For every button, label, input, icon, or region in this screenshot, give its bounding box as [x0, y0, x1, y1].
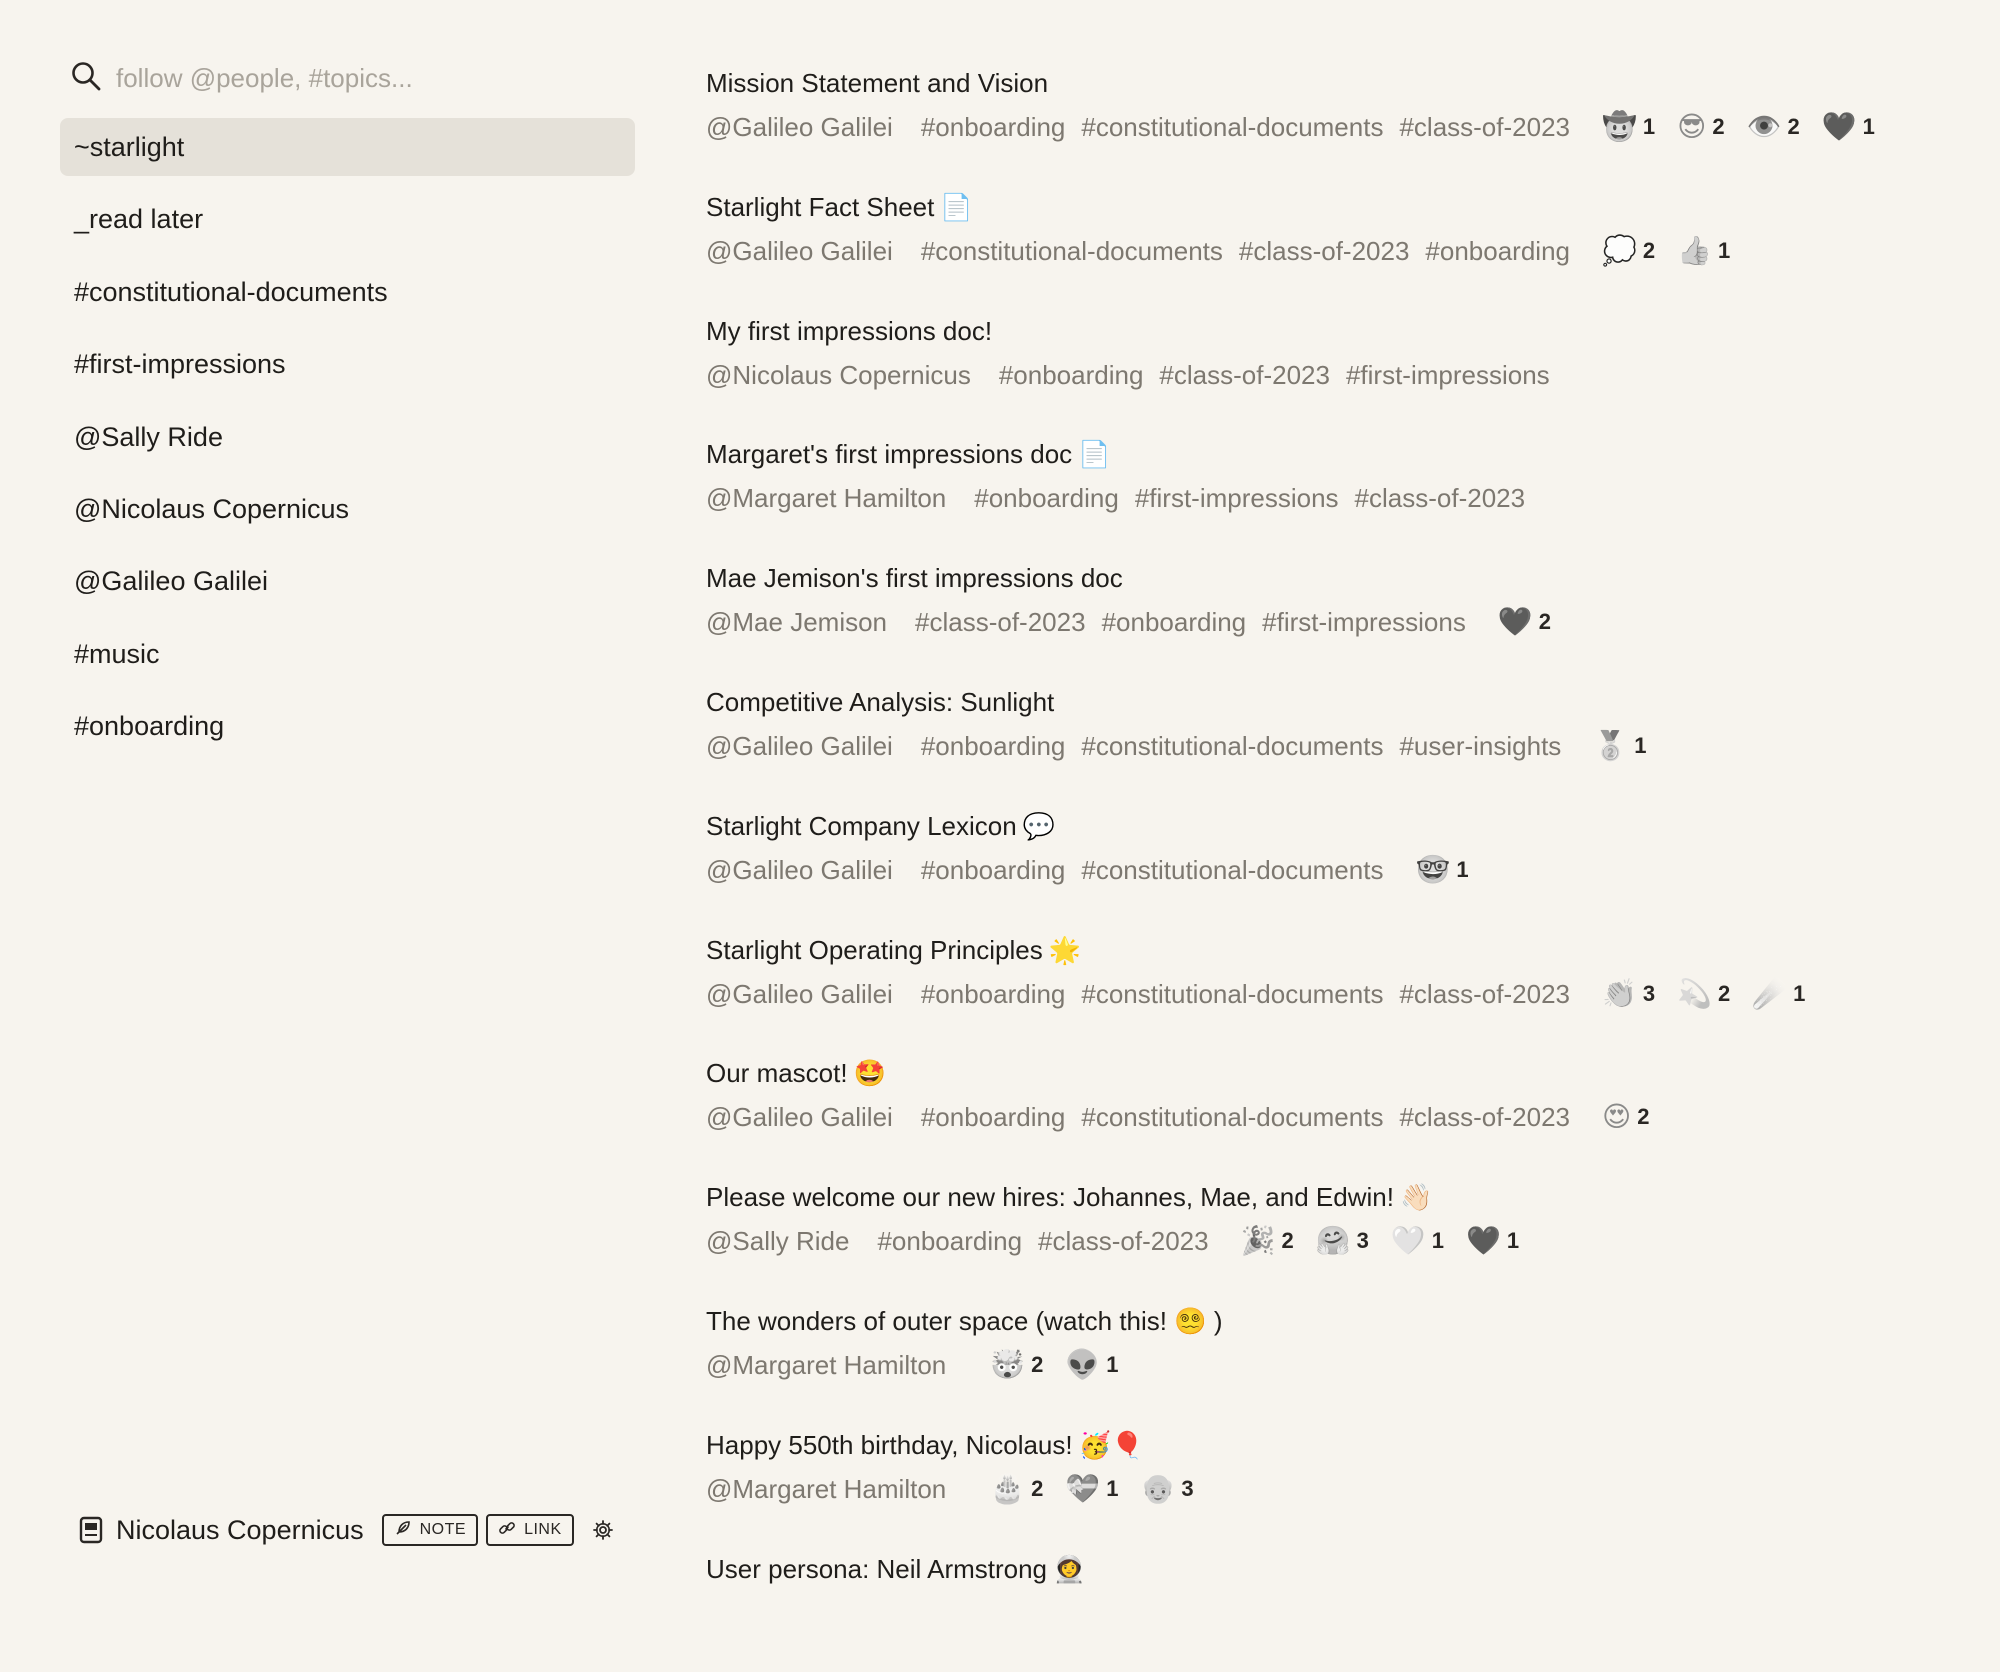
- post-title-emoji: 🥳🎈: [1078, 1429, 1144, 1460]
- tag-link-class-of-2023[interactable]: #class-of-2023: [1399, 978, 1570, 1009]
- current-user-name[interactable]: Nicolaus Copernicus: [116, 1514, 364, 1545]
- post-meta: [706, 850, 1976, 890]
- reaction-count: 2: [1031, 1475, 1044, 1501]
- sidebar-nav: [60, 118, 635, 755]
- tag-link-class-of-2023[interactable]: #class-of-2023: [1354, 483, 1526, 514]
- reaction-button[interactable]: [1602, 974, 1655, 1014]
- reaction-count: 2: [1538, 609, 1551, 635]
- tag-link-onboarding[interactable]: #onboarding: [920, 730, 1066, 761]
- tag-link-onboarding[interactable]: #onboarding: [877, 1226, 1023, 1257]
- tag-link-onboarding[interactable]: #onboarding: [1425, 235, 1570, 266]
- reaction-emoji-icon: 🥈: [1593, 729, 1629, 761]
- post-author-link[interactable]: @Galileo Galilei: [706, 1102, 893, 1133]
- post-title[interactable]: [706, 682, 1976, 722]
- post-item[interactable]: [706, 1177, 1976, 1301]
- new-link-button[interactable]: [486, 1514, 574, 1546]
- post-title-text: My first impressions doc!: [706, 315, 993, 346]
- tag-link-constitutional-documents[interactable]: #constitutional-documents: [1081, 730, 1384, 761]
- tag-link-class-of-2023[interactable]: #class-of-2023: [915, 607, 1086, 638]
- tag-link-onboarding[interactable]: #onboarding: [920, 978, 1066, 1009]
- post-title-emoji: 🌟: [1048, 934, 1082, 965]
- post-meta: [706, 602, 1976, 642]
- reaction-button[interactable]: [990, 1345, 1043, 1385]
- reaction-count: 2: [1031, 1351, 1044, 1377]
- reaction-button[interactable]: [1415, 850, 1468, 890]
- sidebar: [60, 52, 635, 770]
- post-title[interactable]: [706, 1301, 1976, 1341]
- tag-link-class-of-2023[interactable]: #class-of-2023: [1038, 1226, 1209, 1257]
- reaction-button[interactable]: [1391, 1221, 1444, 1261]
- tag-link-first-impressions[interactable]: #first-impressions: [1345, 359, 1550, 390]
- reaction-count: 2: [1718, 980, 1731, 1006]
- reaction-button[interactable]: [1602, 1097, 1649, 1137]
- post-title-emoji: 🤩: [853, 1058, 886, 1089]
- sidebar-item-starlight[interactable]: ~starlight: [60, 118, 635, 176]
- tag-link-constitutional-documents[interactable]: #constitutional-documents: [920, 235, 1223, 266]
- notebook-icon: [78, 1516, 104, 1544]
- reaction-list: [1593, 726, 1668, 766]
- post-meta: [706, 231, 1976, 271]
- reaction-emoji-icon: 🎂: [990, 1472, 1026, 1504]
- post-title[interactable]: [706, 558, 1976, 598]
- sidebar-footer: [78, 1512, 614, 1548]
- post-title-text: Competitive Analysis: Sunlight: [706, 686, 1055, 717]
- new-note-button[interactable]: [382, 1514, 478, 1546]
- post-title-emoji: 💬: [1022, 810, 1056, 841]
- post-item[interactable]: [706, 806, 1976, 930]
- reaction-button[interactable]: [1141, 1469, 1194, 1509]
- post-title-text: Margaret's first impressions doc: [706, 439, 1073, 470]
- reaction-count: 1: [1642, 114, 1656, 139]
- reaction-count: 3: [1181, 1475, 1194, 1501]
- post-author-link[interactable]: @Mae Jemison: [706, 607, 888, 638]
- post-author-link[interactable]: @Margaret Hamilton: [706, 1473, 947, 1504]
- reaction-count: 2: [1281, 1228, 1294, 1254]
- post-title[interactable]: [706, 434, 1976, 474]
- reaction-button[interactable]: [990, 1469, 1043, 1509]
- reaction-list: [1602, 1097, 1671, 1137]
- post-title[interactable]: [706, 311, 1976, 351]
- reaction-count: 1: [1106, 1351, 1119, 1377]
- post-title-text: Happy 550th birthday, Nicolaus!: [706, 1429, 1073, 1460]
- post-item[interactable]: [706, 1549, 1976, 1672]
- reaction-count: 1: [1718, 237, 1731, 263]
- search-bar: [60, 52, 635, 104]
- reaction-emoji-icon: 😍: [1602, 1101, 1632, 1133]
- post-item[interactable]: [706, 558, 1976, 682]
- post-meta: [706, 478, 1976, 518]
- sidebar-item-music[interactable]: #music: [74, 638, 160, 669]
- reaction-emoji-icon: 💭: [1602, 234, 1637, 266]
- note-label: NOTE: [419, 1521, 467, 1538]
- tag-link-first-impressions[interactable]: #first-impressions: [1134, 483, 1339, 514]
- reaction-button[interactable]: [1065, 1345, 1118, 1385]
- reaction-emoji-icon: 👽: [1065, 1348, 1101, 1380]
- reaction-list: [1602, 974, 1827, 1014]
- reaction-count: 2: [1787, 114, 1800, 139]
- post-item[interactable]: [706, 1053, 1976, 1177]
- post-item[interactable]: [706, 187, 1976, 311]
- sidebar-item-constitutional-documents[interactable]: #constitutional-documents: [74, 276, 388, 307]
- post-title-text: Mission Statement and Vision: [706, 68, 1049, 98]
- post-title[interactable]: [706, 1549, 1976, 1589]
- reaction-emoji-icon: 😎: [1677, 111, 1707, 142]
- post-author-link[interactable]: @Margaret Hamilton: [706, 1349, 947, 1380]
- reaction-button[interactable]: [1747, 107, 1800, 147]
- post-author-link[interactable]: @Margaret Hamilton: [706, 483, 947, 514]
- reaction-button[interactable]: [1602, 107, 1655, 147]
- tag-link-constitutional-documents[interactable]: #constitutional-documents: [1081, 1102, 1384, 1133]
- search-input[interactable]: [116, 63, 596, 94]
- tag-link-class-of-2023[interactable]: #class-of-2023: [1399, 112, 1570, 142]
- post-item[interactable]: [706, 311, 1976, 435]
- post-meta: [706, 974, 1976, 1014]
- post-title[interactable]: [706, 1177, 1976, 1217]
- reaction-emoji-icon: 👏: [1602, 977, 1637, 1009]
- post-title[interactable]: [706, 1425, 1976, 1465]
- feather-icon: [394, 1519, 412, 1542]
- post-meta: [706, 355, 1976, 395]
- post-author-link[interactable]: @Galileo Galilei: [706, 235, 893, 266]
- reaction-count: 1: [1793, 980, 1806, 1006]
- reaction-emoji-icon: 👍: [1677, 234, 1712, 266]
- reaction-count: 3: [1642, 980, 1656, 1006]
- reaction-list: [990, 1469, 1215, 1509]
- reaction-emoji-icon: 🖤: [1497, 606, 1533, 638]
- sidebar-item-first-impressions[interactable]: #first-impressions: [74, 349, 286, 380]
- search-icon: [70, 60, 102, 97]
- reaction-emoji-icon: ☄️: [1752, 977, 1788, 1009]
- post-title-text: The wonders of outer space (watch this! 😵‍💫 ): [706, 1305, 1223, 1336]
- reaction-count: 2: [1642, 237, 1656, 263]
- tag-link-onboarding[interactable]: #onboarding: [920, 112, 1066, 142]
- tag-link-class-of-2023[interactable]: #class-of-2023: [1159, 359, 1330, 390]
- post-meta: [706, 1345, 1976, 1385]
- reaction-emoji-icon: 🎉: [1240, 1225, 1276, 1257]
- post-title-text: Our mascot!: [706, 1058, 848, 1089]
- reaction-emoji-icon: 🤍: [1390, 1225, 1426, 1257]
- link-icon: [498, 1519, 516, 1542]
- post-title-text: Please welcome our new hires: Johannes, Mae, and Edwin!: [706, 1182, 1394, 1213]
- reaction-list: [1415, 850, 1490, 890]
- reaction-count: 1: [1862, 114, 1875, 139]
- post-title-emoji: 📄: [1078, 439, 1111, 470]
- reaction-button[interactable]: [1316, 1221, 1369, 1261]
- reaction-emoji-icon: 👴: [1140, 1472, 1176, 1504]
- sidebar-item-nicolaus-copernicus[interactable]: @Nicolaus Copernicus: [74, 493, 350, 524]
- reaction-emoji-icon: 🖤: [1821, 111, 1857, 142]
- reaction-count: 2: [1712, 114, 1725, 139]
- post-author-link[interactable]: @Galileo Galilei: [706, 854, 893, 885]
- reaction-emoji-icon: 🤯: [990, 1348, 1026, 1380]
- post-meta: [706, 1097, 1976, 1137]
- reaction-list: [990, 1345, 1140, 1385]
- reaction-list: [1602, 107, 1897, 147]
- tag-link-onboarding[interactable]: #onboarding: [998, 359, 1144, 390]
- tag-link-onboarding[interactable]: #onboarding: [974, 483, 1119, 514]
- reaction-list: [1498, 602, 1573, 642]
- reaction-button[interactable]: [1593, 726, 1646, 766]
- post-feed: [706, 63, 1976, 1672]
- reaction-list: [1602, 231, 1752, 271]
- sidebar-item-onboarding[interactable]: #onboarding: [74, 711, 225, 742]
- post-title[interactable]: [706, 806, 1976, 846]
- reaction-button[interactable]: [1602, 231, 1655, 271]
- settings-gear-icon[interactable]: [592, 1519, 614, 1541]
- reaction-button[interactable]: [1677, 107, 1724, 147]
- reaction-button[interactable]: [1466, 1221, 1519, 1261]
- post-author-link[interactable]: @Nicolaus Copernicus: [706, 359, 971, 390]
- reaction-button[interactable]: [1752, 974, 1805, 1014]
- post-item[interactable]: [706, 1425, 1976, 1549]
- post-title-text: Mae Jemison's first impressions doc: [706, 563, 1123, 594]
- reaction-emoji-icon: 💫: [1677, 977, 1712, 1009]
- post-meta: [706, 726, 1976, 766]
- post-item[interactable]: [706, 1301, 1976, 1425]
- tag-link-constitutional-documents[interactable]: #constitutional-documents: [1081, 854, 1384, 885]
- post-meta: [706, 1221, 1976, 1261]
- reaction-list: [1241, 1221, 1542, 1261]
- post-author-link[interactable]: @Galileo Galilei: [706, 112, 893, 142]
- post-title[interactable]: [706, 187, 1976, 227]
- post-title[interactable]: [706, 63, 1976, 103]
- post-meta: [706, 1469, 1976, 1509]
- post-title[interactable]: [706, 1053, 1976, 1093]
- reaction-count: 2: [1637, 1104, 1650, 1130]
- post-meta: [706, 1593, 1976, 1633]
- reaction-count: 1: [1506, 1228, 1520, 1254]
- reaction-count: 1: [1431, 1228, 1444, 1254]
- post-item[interactable]: [706, 682, 1976, 806]
- reaction-emoji-icon: 🖤: [1465, 1225, 1501, 1257]
- reaction-count: 3: [1356, 1228, 1369, 1254]
- sidebar-item-read-later[interactable]: _read later: [74, 204, 204, 235]
- tag-link-constitutional-documents[interactable]: #constitutional-documents: [1081, 112, 1384, 142]
- tag-link-first-impressions[interactable]: #first-impressions: [1262, 607, 1466, 638]
- sidebar-item-sally-ride[interactable]: @Sally Ride: [74, 421, 223, 452]
- post-item[interactable]: [706, 930, 1976, 1054]
- reaction-count: 1: [1106, 1475, 1119, 1501]
- tag-link-user-insights[interactable]: #user-insights: [1399, 730, 1562, 761]
- reaction-button[interactable]: [1677, 231, 1730, 271]
- tag-link-onboarding[interactable]: #onboarding: [920, 1102, 1066, 1133]
- tag-link-class-of-2023[interactable]: #class-of-2023: [1399, 1102, 1570, 1133]
- reaction-count: 1: [1634, 732, 1647, 758]
- post-title[interactable]: [706, 930, 1976, 970]
- reaction-emoji-icon: 💝: [1065, 1472, 1101, 1504]
- reaction-emoji-icon: 🤓: [1415, 853, 1451, 885]
- tag-link-onboarding[interactable]: #onboarding: [1101, 607, 1247, 638]
- post-author-link[interactable]: @Galileo Galilei: [706, 730, 893, 761]
- post-author-link[interactable]: @Galileo Galilei: [706, 978, 893, 1009]
- post-meta: [706, 107, 1976, 147]
- post-author-link[interactable]: @Sally Ride: [706, 1226, 850, 1257]
- reaction-button[interactable]: [1822, 107, 1875, 147]
- post-item[interactable]: [706, 434, 1976, 558]
- post-title-emoji: 👩‍🚀: [1053, 1553, 1086, 1584]
- reaction-button[interactable]: [1065, 1469, 1118, 1509]
- tag-link-constitutional-documents[interactable]: #constitutional-documents: [1081, 978, 1384, 1009]
- reaction-count: 1: [1456, 856, 1469, 882]
- reaction-button[interactable]: [1498, 602, 1551, 642]
- reaction-emoji-icon: 👁️: [1746, 111, 1782, 142]
- tag-link-class-of-2023[interactable]: #class-of-2023: [1238, 235, 1410, 266]
- reaction-button[interactable]: [1677, 974, 1730, 1014]
- post-title-text: Starlight Company Lexicon: [706, 810, 1017, 841]
- sidebar-item-galileo-galilei[interactable]: @Galileo Galilei: [74, 566, 268, 597]
- post-title-emoji: 👋🏻: [1399, 1182, 1433, 1213]
- post-item[interactable]: [706, 63, 1976, 187]
- post-title-text: User persona: Neil Armstrong: [706, 1553, 1048, 1584]
- tag-link-onboarding[interactable]: #onboarding: [920, 854, 1066, 885]
- post-title-text: Starlight Operating Principles: [706, 934, 1043, 965]
- post-title-text: Starlight Fact Sheet: [706, 191, 935, 222]
- reaction-button[interactable]: [1241, 1221, 1294, 1261]
- link-label: LINK: [524, 1521, 562, 1538]
- reaction-emoji-icon: 🤠: [1602, 111, 1637, 142]
- reaction-emoji-icon: 🤗: [1315, 1225, 1351, 1257]
- post-title-emoji: 📄: [940, 191, 973, 222]
